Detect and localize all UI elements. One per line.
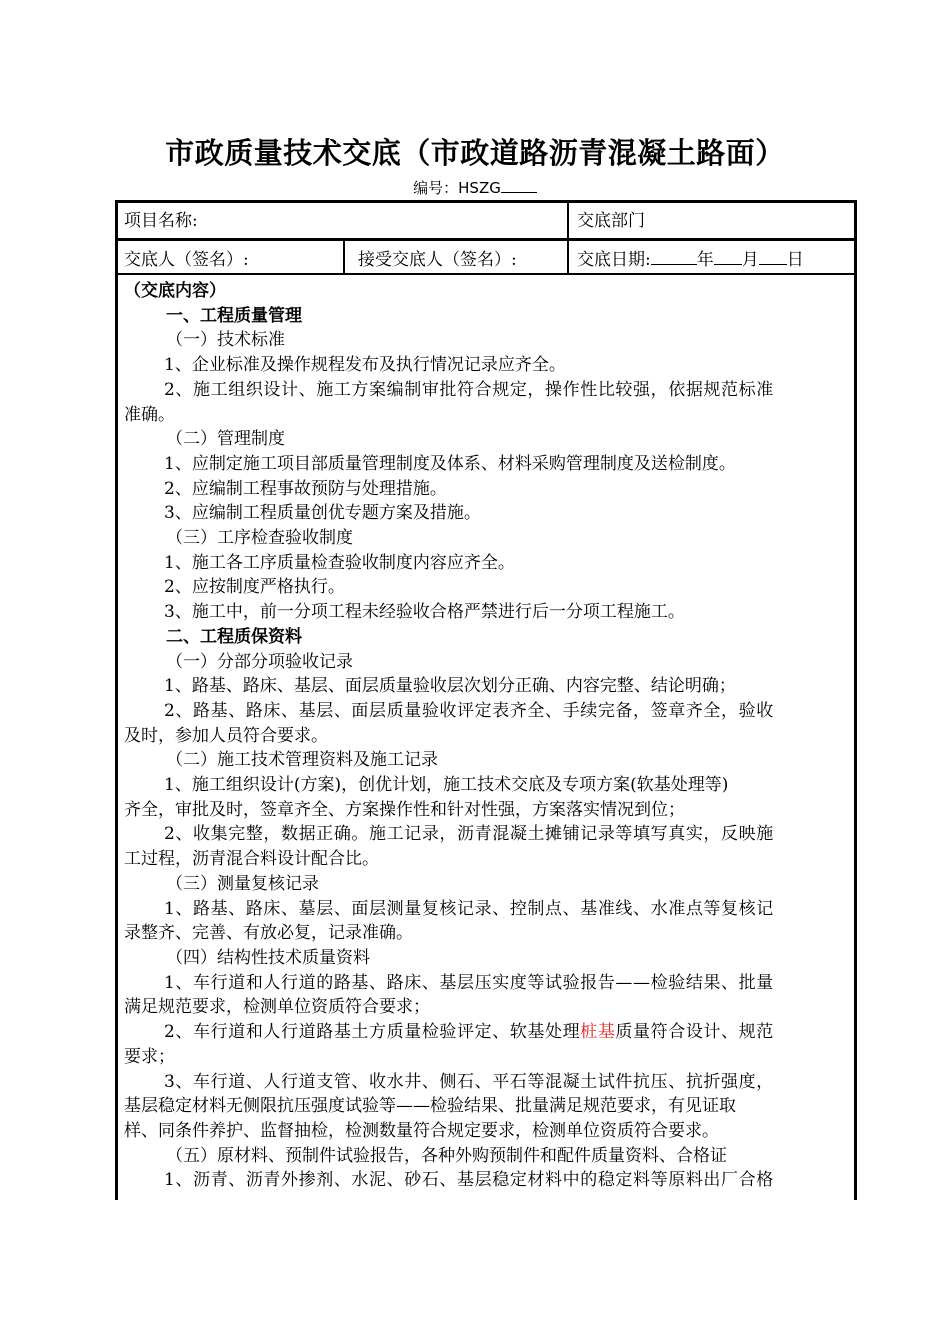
paragraph: 2、应编制工程事故预防与处理措施。 (164, 478, 447, 499)
subsection-heading: （三）测量复核记录 (166, 873, 319, 894)
paragraph: 样、同条件养护、监督抽检，检测数量符合规定要求，检测单位资质符合要求。 (124, 1120, 719, 1141)
paragraph (124, 1020, 850, 1045)
paragraph: 1、施工各工序质量检查验收制度内容应齐全。 (164, 552, 515, 573)
paragraph: 满足规范要求，检测单位资质符合要求； (124, 997, 430, 1018)
subsection-heading: （一）分部分项验收记录 (166, 651, 353, 672)
dept-label: 交底部门 (577, 211, 645, 231)
document-number-blank (501, 178, 537, 193)
subsection-heading: （一）技术标准 (166, 330, 285, 351)
subsection-heading: （二）施工技术管理资料及施工记录 (166, 750, 438, 771)
receiver-label: 接受交底人（签名）: (358, 250, 517, 270)
subsection-heading: （二）管理制度 (166, 429, 285, 450)
highlighted-text: 桩基 (580, 1022, 616, 1043)
paragraph: 1、车行道和人行道的路基、路床、基层压实度等试验报告——检验结果、批量 (164, 972, 774, 993)
row-divider-2 (115, 273, 857, 275)
paragraph: 3、应编制工程质量创优专题方案及措施。 (164, 503, 481, 524)
document-number-label: 编号：HSZG (413, 179, 501, 197)
row-divider-1 (115, 238, 857, 241)
month-blank (714, 247, 742, 265)
col-divider-receiver (343, 240, 345, 275)
paragraph: 2、收集完整，数据正确。施工记录，沥青混凝土摊铺记录等填写真实，反映施 (164, 824, 774, 845)
day-label: 日 (786, 250, 804, 270)
paragraph: 要求； (124, 1046, 175, 1067)
paragraph: 齐全，审批及时，签章齐全、方案操作性和针对性强，方案落实情况到位； (124, 799, 685, 820)
paragraph: 2、施工组织设计、施工方案编制审批符合规定，操作性比较强，依据规范标准 (164, 379, 774, 400)
paragraph: 及时，参加人员符合要求。 (124, 725, 328, 746)
year-label: 年 (696, 250, 714, 270)
date-field (577, 245, 804, 270)
paragraph-text: 质量符合设计、规范 (615, 1022, 774, 1043)
date-label: 交底日期: (577, 250, 651, 270)
paragraph: 1、应制定施工项目部质量管理制度及体系、材料采购管理制度及送检制度。 (164, 453, 736, 474)
document-number (0, 177, 950, 198)
paragraph: 3、施工中，前一分项工程未经验收合格严禁进行后一分项工程施工。 (164, 602, 685, 623)
month-label: 月 (741, 250, 759, 270)
paragraph: 1、路基、路床、墓层、面层测量复核记录、控制点、基准线、水准点等复核记 (164, 898, 774, 919)
section-heading: 二、工程质保资料 (166, 626, 302, 647)
subsection-heading: （四）结构性技术质量资料 (166, 947, 370, 968)
paragraph: 1、沥青、沥青外掺剂、水泥、砂石、基层稳定材料中的稳定料等原料出厂合格 (164, 1170, 774, 1191)
paragraph: 2、应按制度严格执行。 (164, 577, 345, 598)
subsection-heading: （五）原材料、预制件试验报告，各种外购预制件和配件质量资料、合格证 (166, 1145, 727, 1166)
paragraph: 1、施工组织设计(方案)，创优计划，施工技术交底及专项方案(软基处理等) (164, 775, 729, 796)
day-blank (759, 247, 787, 265)
year-blank (651, 247, 697, 265)
paragraph: 1、企业标准及操作规程发布及执行情况记录应齐全。 (164, 355, 566, 376)
paragraph: 3、车行道、人行道支管、收水井、侧石、平石等混凝土试件抗压、抗折强度， (164, 1071, 774, 1092)
paragraph: 录整齐、完善、有放必复，记录准确。 (124, 923, 413, 944)
paragraph: 2、路基、路床、基层、面层质量验收评定表齐全、手续完备，签章齐全，验收 (164, 700, 774, 721)
content-body (124, 279, 850, 1193)
issuer-label: 交底人（签名）: (124, 250, 249, 270)
paragraph: 1、路基、路床、基层、面层质量验收层次划分正确、内容完整、结论明确； (164, 676, 736, 697)
section-heading: 一、工程质量管理 (166, 305, 302, 326)
content-heading: （交底内容） (124, 281, 226, 301)
paragraph: 基层稳定材料无侧限抗压强度试验等——检验结果、批量满足规范要求，有见证取 (124, 1096, 736, 1117)
paragraph: 准确。 (124, 404, 175, 425)
subsection-heading: （三）工序检查验收制度 (166, 528, 353, 549)
project-name-label: 项目名称: (124, 211, 198, 231)
paragraph: 工过程，沥青混合料设计配合比。 (124, 849, 379, 870)
col-divider-dept (567, 200, 569, 275)
document-title: 市政质量技术交底（市政道路沥青混凝土路面） (165, 136, 785, 170)
paragraph-text: 2、车行道和人行道路基土方质量检验评定、软基处理 (164, 1022, 581, 1043)
